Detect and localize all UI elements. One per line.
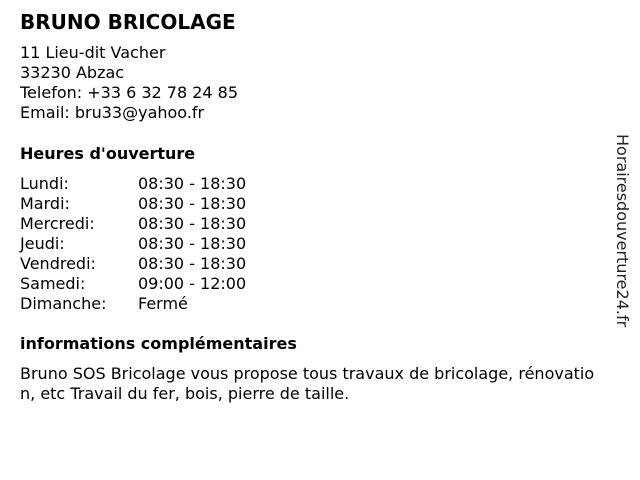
hours-time: 08:30 - 18:30 bbox=[138, 234, 247, 253]
hours-day: Samedi: bbox=[20, 274, 86, 293]
hours-day: Dimanche: bbox=[20, 294, 107, 313]
hours-row-dimanche bbox=[20, 294, 246, 314]
hours-row-samedi bbox=[20, 274, 246, 294]
hours-time: 08:30 - 18:30 bbox=[138, 174, 247, 193]
hours-time: 08:30 - 18:30 bbox=[138, 254, 247, 273]
hours-row-lundi bbox=[20, 174, 246, 194]
site-watermark: Horairesdouverture24.fr bbox=[613, 134, 632, 328]
hours-row-jeudi bbox=[20, 234, 246, 254]
business-description: Bruno SOS Bricolage vous propose tous travaux de bricolage, rénovation, etc Travail du fer, bois, pierre de taille. bbox=[20, 364, 595, 403]
hours-row-mardi bbox=[20, 194, 246, 214]
email-address: Email: bru33@yahoo.fr bbox=[20, 103, 205, 122]
hours-row-mercredi bbox=[20, 214, 246, 234]
address-line-city: 33230 Abzac bbox=[20, 63, 125, 82]
hours-time: Fermé bbox=[138, 294, 188, 313]
hours-day: Lundi: bbox=[20, 174, 69, 193]
hours-day: Mercredi: bbox=[20, 214, 95, 233]
opening-hours-heading: Heures d'ouverture bbox=[20, 144, 196, 163]
additional-info-heading: informations complémentaires bbox=[20, 334, 297, 353]
hours-day: Vendredi: bbox=[20, 254, 96, 273]
hours-time: 08:30 - 18:30 bbox=[138, 194, 247, 213]
contact-block bbox=[20, 43, 238, 123]
phone-number: Telefon: +33 6 32 78 24 85 bbox=[20, 83, 239, 102]
opening-hours-table bbox=[20, 174, 246, 314]
hours-row-vendredi bbox=[20, 254, 246, 274]
hours-time: 09:00 - 12:00 bbox=[138, 274, 247, 293]
address-line-street: 11 Lieu-dit Vacher bbox=[20, 43, 166, 62]
hours-day: Mardi: bbox=[20, 194, 70, 213]
business-name: BRUNO BRICOLAGE bbox=[20, 10, 236, 34]
hours-day: Jeudi: bbox=[20, 234, 65, 253]
hours-time: 08:30 - 18:30 bbox=[138, 214, 247, 233]
